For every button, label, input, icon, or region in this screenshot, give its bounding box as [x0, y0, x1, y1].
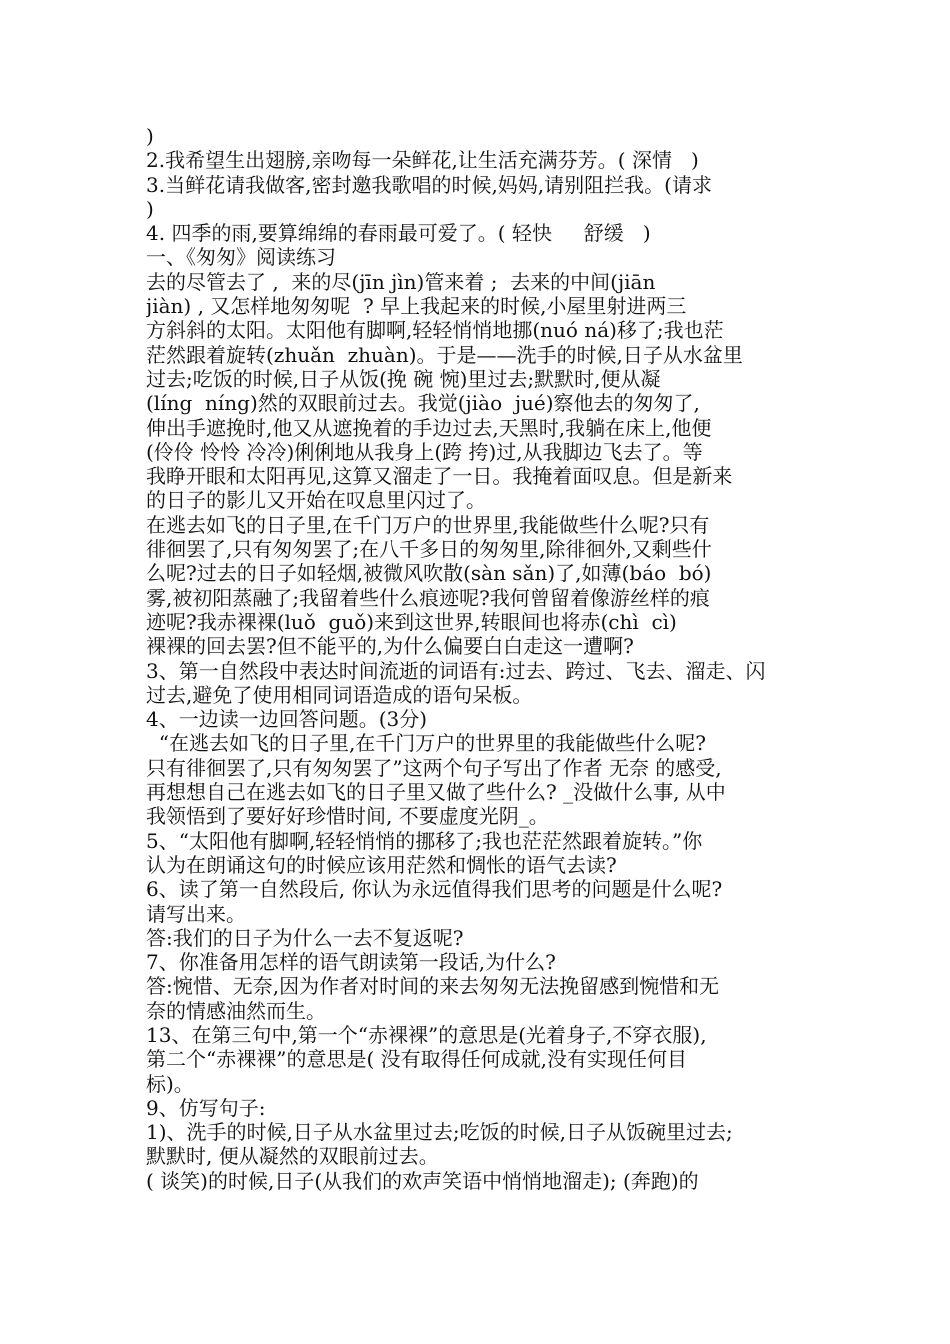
text-line: 雾,被初阳蒸融了;我留着些什么痕迹呢?我何曾留着像游丝样的痕: [146, 585, 710, 610]
text-line: 迹呢?我赤裸裸(luǒ guǒ)来到这世界,转眼间也将赤(chì cì): [146, 609, 677, 634]
text-line: 过去;吃饭的时候,日子从饭(挽 碗 惋)里过去;默默时,便从凝: [146, 366, 661, 391]
text-line: 再想想自己在逃去如飞的日子里又做了些什么? _没做什么事, 从中: [146, 780, 726, 805]
answer-line: 答:惋惜、无奈,因为作者对时间的来去匆匆无法挽留感到惋惜和无: [146, 974, 720, 999]
text-line: jiàn) , 又怎样地匆匆呢 ? 早上我起来的时候,小屋里射进两三: [146, 294, 687, 319]
text-line: 2.我希望生出翅膀,亲吻每一朵鲜花,让生活充满芬芳。( 深情 ): [146, 148, 699, 173]
text-line: 在逃去如飞的日子里,在千门万户的世界里,我能做些什么呢?只有: [146, 512, 710, 537]
text-line: 奈的情感油然而生。: [146, 998, 326, 1023]
text-line: (伶伶 怜怜 冷冷)俐俐地从我身上(跨 挎)过,从我脚边飞去了。等: [146, 439, 703, 464]
text-line: 默默时, 便从凝然的双眼前过去。: [146, 1144, 439, 1169]
text-line: 裸裸的回去罢?但不能平的,为什么偏要白白走这一遭啊?: [146, 634, 634, 659]
answer-line: 答:我们的日子为什么一去不复返呢?: [146, 925, 464, 950]
question-line: 5、“太阳他有脚啊,轻轻悄悄的挪移了;我也茫茫然跟着旋转。”你: [146, 828, 703, 853]
question-line: 3、第一自然段中表达时间流逝的词语有:过去、跨过、飞去、溜走、闪: [146, 658, 766, 683]
text-line: 茫然跟着旋转(zhuǎn zhuàn)。于是——洗手的时候,日子从水盆里: [146, 342, 743, 367]
text-line: 过去,避免了使用相同词语造成的语句呆板。: [146, 682, 533, 707]
text-line: 我领悟到了要好好珍惜时间, 不要虚度光阴_。: [146, 804, 549, 829]
text-line: 徘徊罢了,只有匆匆罢了;在八千多日的匆匆里,除徘徊外,又剩些什: [146, 537, 712, 562]
text-line: 只有徘徊罢了,只有匆匆罢了”这两个句子写出了作者 无奈 的感受,: [146, 755, 722, 780]
section-heading: 一、《匆匆》阅读练习: [146, 245, 336, 270]
text-line: (líng níng)然的双眼前过去。我觉(jiào jué)察他去的匆匆了,: [146, 391, 700, 416]
text-line: 第二个“赤裸裸”的意思是( 没有取得任何成就,没有实现任何目: [146, 1047, 687, 1072]
text-line: 3.当鲜花请我做客,密封邀我歌唱的时候,妈妈,请别阻拦我。(请求: [146, 172, 712, 197]
text-line: 4. 四季的雨,要算绵绵的春雨最可爱了。( 轻快 舒缓 ): [146, 221, 651, 246]
text-line: ): [146, 196, 154, 221]
document-page: [146, 124, 822, 1193]
text-line: ( 谈笑)的时候,日子(从我们的欢声笑语中悄悄地溜走); (奔跑)的: [146, 1168, 699, 1193]
text-line: 去的尽管去了 , 来的尽(jīn jìn)管来着 ; 去来的中间(jiān: [146, 269, 656, 294]
text-line: 的日子的影儿又开始在叹息里闪过了。: [146, 488, 486, 513]
question-line: 4、一边读一边回答问题。(3分): [146, 707, 428, 732]
question-line: 6、读了第一自然段后, 你认为永远值得我们思考的问题是什么呢?: [146, 877, 723, 902]
text-line: 伸出手遮挽时,他又从遮挽着的手边过去,天黑时,我躺在床上,他便: [146, 415, 712, 440]
text-line: 认为在朗诵这句的时候应该用茫然和惆怅的语气去读?: [146, 852, 617, 877]
text-line: “在逃去如飞的日子里,在千门万户的世界里的我能做些什么呢?: [146, 731, 707, 756]
question-line: 7、你准备用怎样的语气朗读第一段话,为什么?: [146, 950, 556, 975]
text-line: ): [146, 124, 154, 148]
question-line: 13、在第三句中,第一个“赤裸裸”的意思是(光着身子,不穿衣服),: [146, 1022, 707, 1047]
text-line: 么呢?过去的日子如轻烟,被微风吹散(sàn sǎn)了,如薄(báo bó): [146, 561, 712, 586]
text-line: 方斜斜的太阳。太阳他有脚啊,轻轻悄悄地挪(nuó ná)移了;我也茫: [146, 318, 724, 343]
text-line: 请写出来。: [146, 901, 246, 926]
question-line: 9、仿写句子:: [146, 1095, 266, 1120]
text-line: 标)。: [146, 1071, 194, 1096]
text-line: 我睁开眼和太阳再见,这算又溜走了一日。我掩着面叹息。但是新来: [146, 464, 733, 489]
text-line: 1)、洗手的时候,日子从水盆里过去;吃饭的时候,日子从饭碗里过去;: [146, 1120, 733, 1145]
